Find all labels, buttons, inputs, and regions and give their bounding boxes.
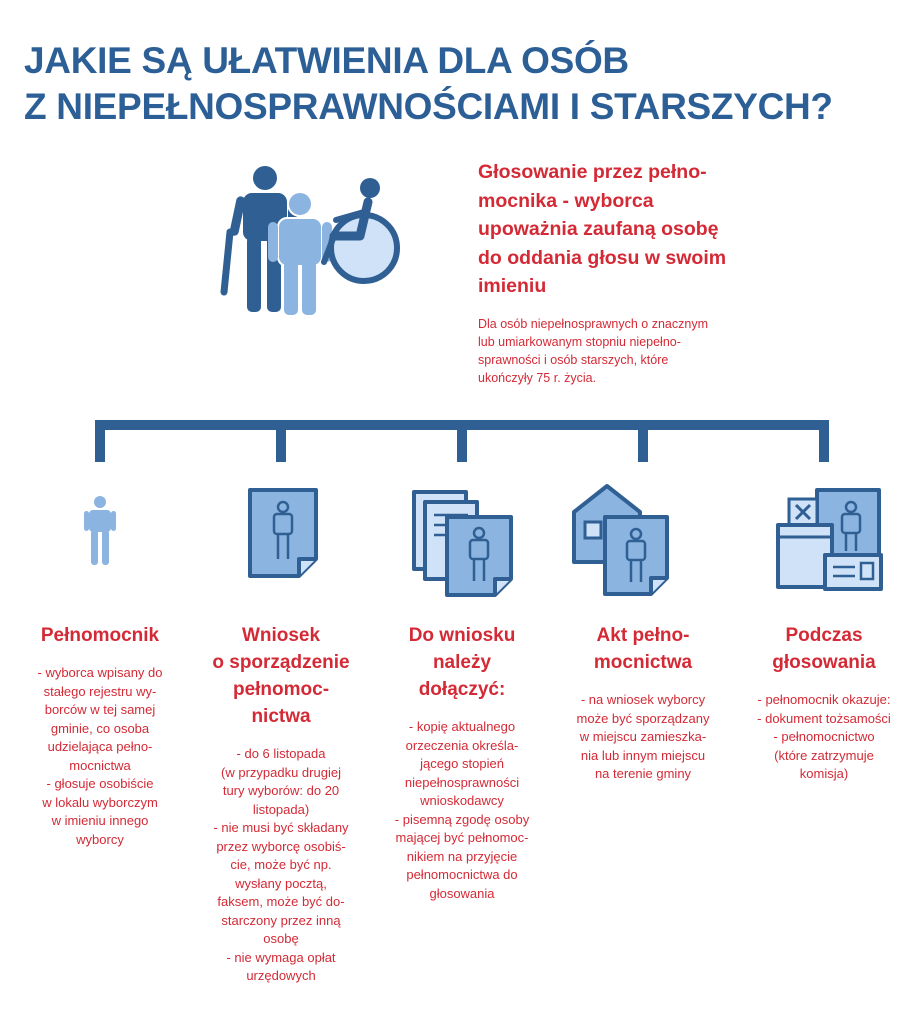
title-line-1: JAKIE SĄ UŁATWIENIA DLA OSÓB: [24, 40, 629, 81]
hero-heading-line: upoważnia zaufaną osobę: [478, 218, 719, 240]
column-title-line: nictwa: [251, 706, 311, 727]
column-body-line: nikiem na przyjęcie: [406, 848, 518, 864]
column-title: [193, 622, 369, 730]
column-title: [555, 622, 731, 676]
title-line-2: Z NIEPEŁNOSPRAWNOŚCIAMI I STARSZYCH?: [24, 86, 833, 127]
house-document-icon: [571, 482, 671, 598]
hero-heading-line: do oddania głosu w swoim: [478, 246, 727, 269]
column-title-line: głosowania: [772, 652, 876, 673]
column-body: [736, 691, 912, 784]
column-body-line: - wyborca wpisany do: [37, 665, 163, 680]
column-body-line: mocnictwa: [69, 757, 131, 773]
column-body-line: jącego stopień: [420, 756, 504, 771]
hero-note-line: lub umiarkowanym stopniu niepełno-: [478, 335, 681, 349]
column-title-line: dołączyć:: [418, 679, 506, 700]
column-podczas: [736, 622, 912, 784]
column-body-line: - dokument tożsamości: [757, 710, 891, 726]
column-body-line: może być sporządzany: [576, 710, 710, 726]
column-body-line: - do 6 listopada: [236, 746, 326, 761]
column-body-line: - na wniosek wyborcy: [580, 692, 706, 707]
person-icon: [84, 495, 116, 567]
column-body-line: w imieniu innego: [51, 813, 149, 828]
ballot-box-id-icon: [775, 487, 885, 593]
column-body-line: w lokalu wyborczym: [42, 794, 158, 810]
column-akt: [555, 622, 731, 784]
column-body-line: w miejscu zamieszka-: [579, 729, 707, 744]
column-body-line: na terenie gminy: [594, 766, 692, 781]
column-body-line: przez wyborcę osobiś-: [216, 838, 346, 854]
column-title-line: Wniosek: [241, 625, 321, 646]
column-body-line: nia lub innym miejscu: [580, 747, 706, 763]
column-body-line: - nie musi być składany: [213, 820, 349, 835]
column-title-line: Akt pełno-: [596, 625, 690, 646]
column-body-line: (w przypadku drugiej: [221, 764, 341, 780]
column-body-line: gminie, co osoba: [50, 720, 150, 736]
column-title-line: pełnomoc-: [232, 679, 330, 700]
column-body-line: komisja): [799, 766, 849, 781]
column-body-line: - głosuje osobiście: [46, 776, 154, 791]
column-body-line: - pełnomocnictwo: [773, 729, 875, 744]
column-body-line: wnioskodawcy: [420, 793, 504, 808]
hero-note: [478, 315, 778, 387]
page-title: [24, 38, 904, 130]
column-body-line: tury wyborów: do 20: [222, 783, 340, 798]
column-body-line: listopada): [252, 801, 310, 817]
column-body-line: mającej być pełnomoc-: [395, 830, 529, 845]
column-title-line: Podczas: [785, 625, 863, 646]
column-body: [193, 745, 369, 986]
hero-heading: [478, 158, 778, 301]
column-body-line: wyborcy: [76, 831, 124, 847]
column-body: [374, 718, 550, 903]
application-document-icon: [247, 487, 319, 579]
column-body-line: stałego rejestru wy-: [43, 683, 157, 699]
connector-tree: [0, 405, 921, 465]
column-body-line: (które zatrzymuje: [774, 747, 874, 763]
column-body-line: orzeczenia określa-: [405, 737, 519, 753]
attachments-documents-icon: [411, 489, 515, 599]
column-body-line: starczony przez inną: [221, 912, 341, 928]
column-body-line: urzędowych: [246, 968, 316, 983]
column-body: [12, 664, 188, 849]
column-title-line: o sporządzenie: [212, 652, 350, 673]
column-body-line: osobę: [263, 931, 299, 946]
column-body-line: głosowania: [429, 885, 495, 901]
column-title: [374, 622, 550, 703]
people-wheelchair-icon: [210, 160, 410, 320]
column-body-line: faksem, może być do-: [217, 894, 345, 909]
column-body-line: niepełnosprawności: [404, 774, 520, 790]
column-title: [736, 622, 912, 676]
hero-note-line: sprawności i osób starszych, które: [478, 353, 669, 367]
column-body-line: udzielająca pełno-: [47, 739, 153, 754]
column-title-line: należy: [432, 652, 492, 673]
column-do-wniosku: [374, 622, 550, 903]
column-body: [555, 691, 731, 784]
column-body-line: - pisemną zgodę osoby: [394, 811, 530, 827]
column-body-line: borców w tej samej: [44, 702, 156, 717]
hero-note-line: ukończyły 75 r. życia.: [478, 371, 597, 385]
column-body-line: cie, może być np.: [230, 857, 332, 872]
column-title: [12, 622, 188, 649]
column-body-line: wysłany pocztą,: [235, 875, 327, 891]
hero-note-line: Dla osób niepełnosprawnych o znacznym: [478, 317, 708, 331]
hero-heading-line: mocnika - wyborca: [478, 189, 654, 212]
column-wniosek: [193, 622, 369, 986]
column-body-line: pełnomocnictwa do: [406, 867, 518, 882]
column-title-line: mocnictwa: [593, 652, 693, 673]
column-body-line: - pełnomocnik okazuje:: [757, 692, 891, 707]
column-title-line: Pełnomocnik: [40, 625, 160, 646]
column-body-line: - nie wymaga opłat: [226, 949, 336, 965]
column-title-line: Do wniosku: [408, 625, 516, 646]
hero-heading-line: Głosowanie przez pełno-: [478, 161, 707, 183]
hero-heading-line: imieniu: [478, 275, 547, 297]
column-body-line: - kopię aktualnego: [408, 719, 516, 734]
column-pelnomocnik: [12, 622, 188, 849]
